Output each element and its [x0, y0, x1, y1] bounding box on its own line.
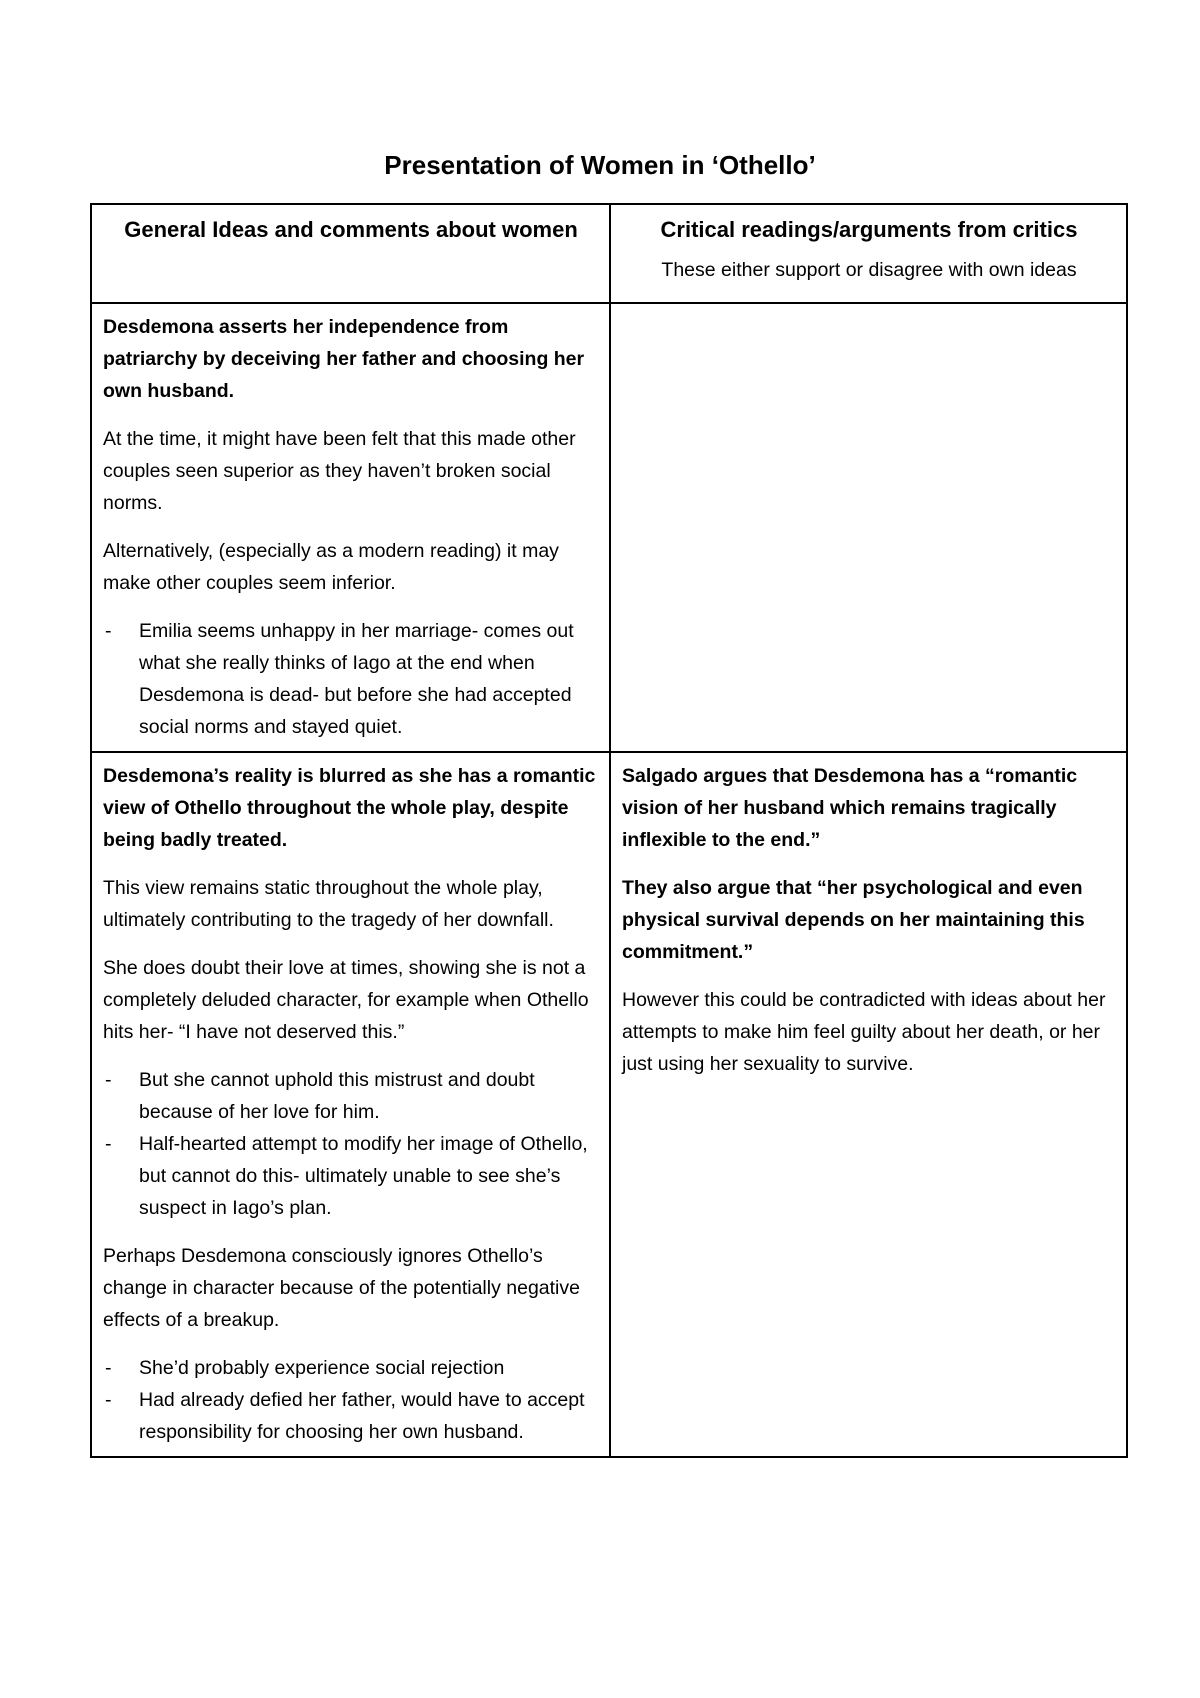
column-subheader-critical-readings: These either support or disagree with own ideas: [661, 259, 1077, 281]
table-cell-critical-readings: [610, 752, 1127, 1457]
ideas-table: [90, 203, 1128, 1458]
paragraph: Desdemona asserts her independence from patriarchy by deceiving her father and choosing her own husband.: [103, 316, 585, 402]
table-cell-general-ideas: [91, 752, 610, 1457]
page-title: Presentation of Women in ‘Othello’: [384, 150, 816, 180]
paragraph: However this could be contradicted with ideas about her attempts to make him feel guilty about her death, or her just using her sexuality to survive.: [622, 989, 1106, 1075]
list-item-text: Emilia seems unhappy in her marriage- comes out what she really thinks of Iago at the end when Desdemona is dead- but before she had accepted social norms and stayed quiet.: [139, 620, 574, 738]
list-item: [103, 1384, 599, 1448]
paragraph: Desdemona’s reality is blurred as she has a romantic view of Othello throughout the whole play, despite being badly treated.: [103, 765, 596, 851]
dash-bullet: -: [105, 1357, 112, 1379]
dash-list: [103, 1064, 599, 1224]
dash-list: [103, 1352, 599, 1448]
paragraph: Alternatively, (especially as a modern reading) it may make other couples seem inferior.: [103, 540, 559, 594]
list-item-text: But she cannot uphold this mistrust and doubt because of her love for him.: [139, 1069, 535, 1123]
paragraph: They also argue that “her psychological and even physical survival depends on her maintaining this commitment.”: [622, 877, 1085, 963]
dash-list: [103, 615, 599, 743]
list-item: [103, 1352, 599, 1384]
list-item-text: Half-hearted attempt to modify her image of Othello, but cannot do this- ultimately unable to see she’s suspect in Iago’s plan.: [139, 1133, 588, 1219]
paragraph: Perhaps Desdemona consciously ignores Othello’s change in character because of the potentially negative effects of a breakup.: [103, 1245, 580, 1331]
list-item: [103, 1128, 599, 1224]
table-header-row: [91, 204, 1127, 303]
header-cell-critical-readings: [610, 204, 1127, 303]
list-item: [103, 615, 599, 743]
list-item-text: She’d probably experience social rejection: [139, 1357, 505, 1379]
header-cell-general-ideas: [91, 204, 610, 303]
paragraph: Salgado argues that Desdemona has a “romantic vision of her husband which remains tragically inflexible to the end.”: [622, 765, 1078, 851]
dash-bullet: -: [105, 1069, 112, 1091]
table-cell-critical-readings: [610, 303, 1127, 752]
dash-bullet: -: [105, 1133, 112, 1155]
dash-bullet: -: [105, 1389, 112, 1411]
table-row: [91, 303, 1127, 752]
table-cell-general-ideas: [91, 303, 610, 752]
dash-bullet: -: [105, 620, 112, 642]
paragraph: At the time, it might have been felt that this made other couples seen superior as they haven’t broken social norms.: [103, 428, 576, 514]
column-header-general-ideas: General Ideas and comments about women: [124, 217, 578, 242]
paragraph: This view remains static throughout the whole play, ultimately contributing to the tragedy of her downfall.: [103, 877, 554, 931]
paragraph: She does doubt their love at times, showing she is not a completely deluded character, for example when Othello hits her- “I have not deserved this.”: [103, 957, 589, 1043]
table-row: [91, 752, 1127, 1457]
list-item-text: Had already defied her father, would have to accept responsibility for choosing her own husband.: [139, 1389, 585, 1443]
column-header-critical-readings: Critical readings/arguments from critics: [660, 217, 1078, 242]
list-item: [103, 1064, 599, 1128]
